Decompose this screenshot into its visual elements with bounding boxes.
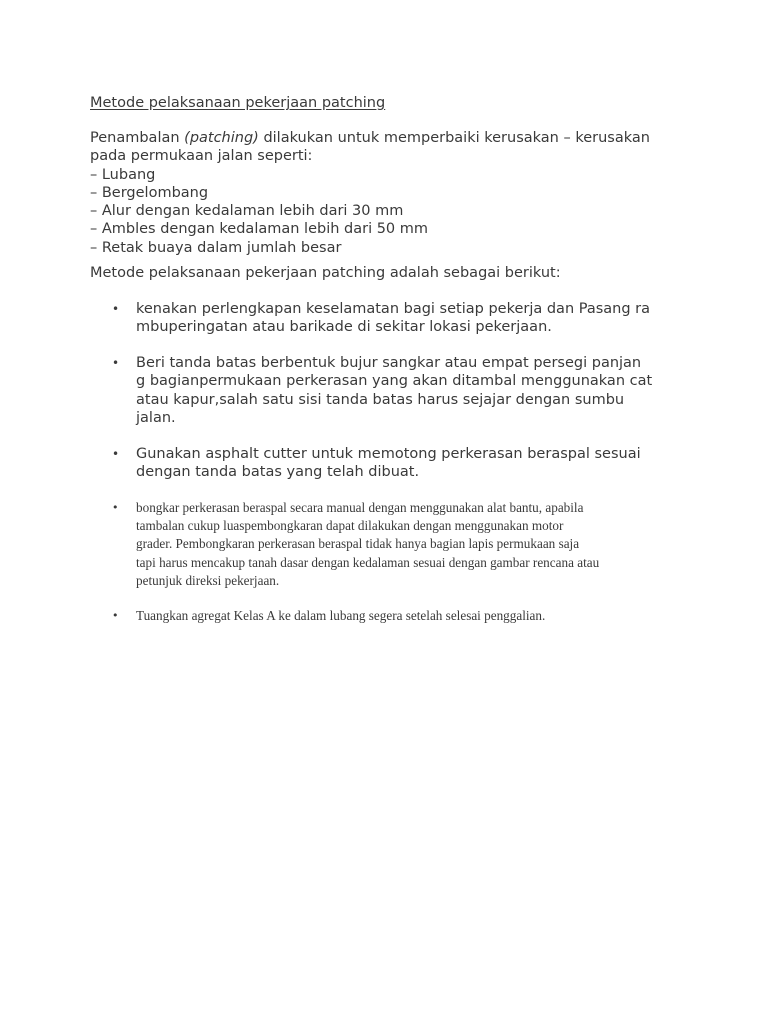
step-line: g bagianpermukaan perkerasan yang akan ditambal menggunakan cat [136, 373, 653, 390]
step-line: tambalan cukup luaspembongkaran dapat dilakukan dengan menggunakan motor [136, 518, 564, 534]
step-line: bongkar perkerasan beraspal secara manual dengan menggunakan alat bantu, apabila [136, 500, 584, 515]
step-line: mbuperingatan atau barikade di sekitar lokasi pekerjaan. [136, 319, 552, 336]
bullet-icon: • [112, 356, 120, 370]
step-line: jalan. [136, 409, 176, 426]
step-line: atau kapur,salah satu sisi tanda batas harus sejajar dengan sumbu [136, 391, 625, 408]
bullet-icon: • [112, 447, 120, 461]
step-text [136, 445, 696, 482]
bullet-icon: • [112, 501, 119, 514]
intro-line [90, 129, 690, 147]
damage-list-item: – Bergelombang [90, 184, 209, 201]
step-text [136, 607, 696, 625]
step-line: petunjuk direksi pekerjaan. [136, 572, 280, 588]
step-line: kenakan perlengkapan keselamatan bagi setiap pekerja dan Pasang ra [136, 301, 651, 317]
step-line: Gunakan asphalt cutter untuk memotong perkerasan beraspal sesuai [136, 446, 641, 462]
bullet-icon: • [112, 302, 120, 316]
step-line: grader. Pembongkaran perkerasan beraspal tidak hanya bagian lapis permukaan saja [136, 536, 580, 552]
steps-lead-text: Metode pelaksanaan pekerjaan patching adalah sebagai berikut: [90, 265, 561, 281]
step-line: Beri tanda batas berbentuk bujur sangkar atau empat persegi panjan [136, 355, 642, 371]
intro-text: Penambalan [90, 130, 185, 146]
page-title: Metode pelaksanaan pekerjaan patching [90, 95, 386, 111]
intro-paragraph [90, 129, 690, 257]
damage-list-item: – Lubang [90, 166, 156, 183]
step-text [136, 300, 696, 337]
step-line: Tuangkan agregat Kelas A ke dalam lubang segera setelah selesai penggalian. [136, 608, 546, 623]
bullet-icon: • [112, 609, 119, 622]
step-text [136, 499, 696, 590]
intro-italic-term: (patching) [184, 130, 259, 146]
damage-list-item: – Alur dengan kedalaman lebih dari 30 mm [90, 203, 404, 220]
intro-line: pada permukaan jalan seperti: [90, 148, 313, 165]
step-line: dengan tanda batas yang telah dibuat. [136, 464, 420, 481]
damage-list-item: – Ambles dengan kedalaman lebih dari 50 mm [90, 221, 429, 238]
step-text [136, 354, 696, 427]
damage-list-item: – Retak buaya dalam jumlah besar [90, 239, 342, 256]
step-line: tapi harus mencakup tanah dasar dengan kedalaman sesuai dengan gambar rencana atau [136, 554, 600, 570]
intro-text: dilakukan untuk memperbaiki kerusakan – kerusakan [258, 130, 650, 146]
